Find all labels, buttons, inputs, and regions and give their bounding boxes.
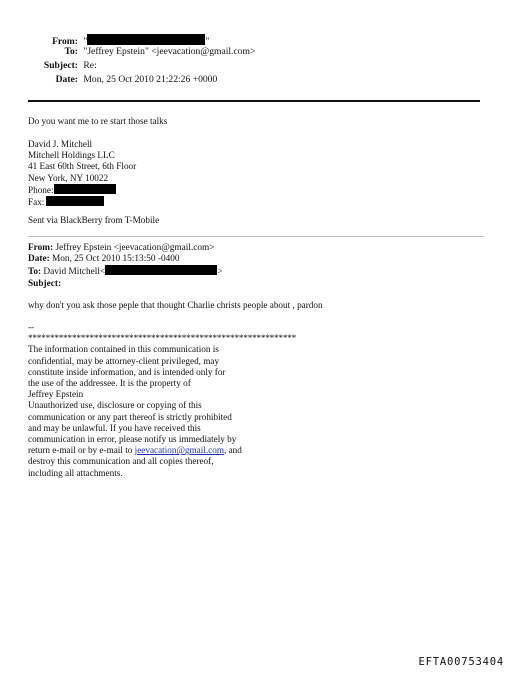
return-prefix: return e-mail or by e-mail to [28, 445, 135, 456]
to-label: To: [64, 46, 78, 57]
header-subject-row [24, 60, 97, 72]
signature-company: Mitchell Holdings LLC [28, 150, 115, 161]
signature-phone-row [28, 184, 136, 196]
disclaimer-line: confidential, may be attorney-client privileged, may [28, 355, 220, 366]
redaction-box [105, 265, 217, 275]
quoted-header [28, 243, 222, 290]
quoted-subject-label: Subject: [28, 278, 62, 289]
quoted-message: why don't you ask those peple that thought Charlie christs people about , pardon [28, 300, 323, 310]
disclaimer-block [28, 322, 296, 479]
date-label: Date: [55, 74, 78, 85]
disclaimer-line: constitute inside information, and is intended only for [28, 366, 226, 377]
signature-name: David J. Mitchell [28, 139, 93, 149]
disclaimer-line: destroy this communication and all copies thereof, [28, 456, 214, 467]
fax-label: Fax: [28, 197, 45, 208]
subject-value: Re: [83, 60, 97, 71]
quoted-from-label: From: [28, 243, 54, 253]
header-divider [28, 100, 480, 102]
quoted-date-value: Mon, 25 Oct 2010 15:13:50 -0400 [52, 254, 180, 265]
quoted-from-row [28, 243, 222, 254]
subject-label: Subject: [43, 60, 78, 71]
disclaimer-line: communication or any part thereof is strictly prohibited [28, 411, 232, 422]
quoted-from-value: Jeffrey Epstein <jeevacation@gmail.com> [55, 243, 215, 253]
signature-street: 41 East 60th Street, 6th Floor [28, 161, 137, 172]
disclaimer-line: and may be unlawful. If you have received this [28, 422, 201, 433]
stars-separator: ************************************************************* [28, 333, 297, 344]
header-to-row [24, 46, 255, 58]
reply-message: Do you want me to re start those talks [28, 116, 168, 126]
header-date-row [24, 74, 217, 86]
disclaimer-line: the use of the addressee. It is the property of [28, 378, 191, 389]
phone-label: Phone: [28, 184, 54, 195]
quoted-date-label: Date: [28, 254, 50, 265]
return-suffix: , and [223, 445, 242, 456]
document-id: EFTA00753404 [418, 656, 504, 668]
quoted-to-suffix: > [217, 267, 223, 278]
quoted-to-row [28, 265, 222, 278]
disclaimer-return-line [28, 445, 296, 456]
signature-city: New York, NY 10022 [28, 172, 109, 183]
redaction-box [87, 34, 205, 45]
disclaimer-line: Unauthorized use, disclosure or copying of this [28, 400, 202, 411]
disclaimer-line: Jeffrey Epstein [28, 389, 84, 400]
disclaimer-line: communication in error, please notify us immediately by [28, 434, 237, 445]
date-value: Mon, 25 Oct 2010 21:22:26 +0000 [83, 74, 218, 85]
disclaimer-line: The information contained in this communication is [28, 344, 219, 355]
disclaimer-line: including all attachments. [28, 467, 123, 478]
signature-block [28, 139, 136, 208]
email-link[interactable]: jeevacation@gmail.com [134, 445, 224, 456]
sent-via: Sent via BlackBerry from T-Mobile [28, 215, 160, 225]
signature-dashes: -- [28, 322, 35, 332]
redaction-box [46, 196, 104, 206]
quoted-to-prefix: David Mitchell< [43, 267, 106, 278]
from-open-quote: " [83, 36, 88, 47]
quoted-date-row [28, 254, 222, 265]
from-label: From: [52, 36, 78, 47]
signature-fax-row [28, 196, 136, 208]
quoted-to-label: To: [28, 267, 42, 278]
quote-divider [28, 236, 484, 237]
quoted-subject-row [28, 279, 222, 290]
to-value: "Jeffrey Epstein" <jeevacation@gmail.com> [83, 46, 256, 57]
from-close-quote: " [205, 36, 210, 47]
redaction-box [54, 184, 116, 194]
